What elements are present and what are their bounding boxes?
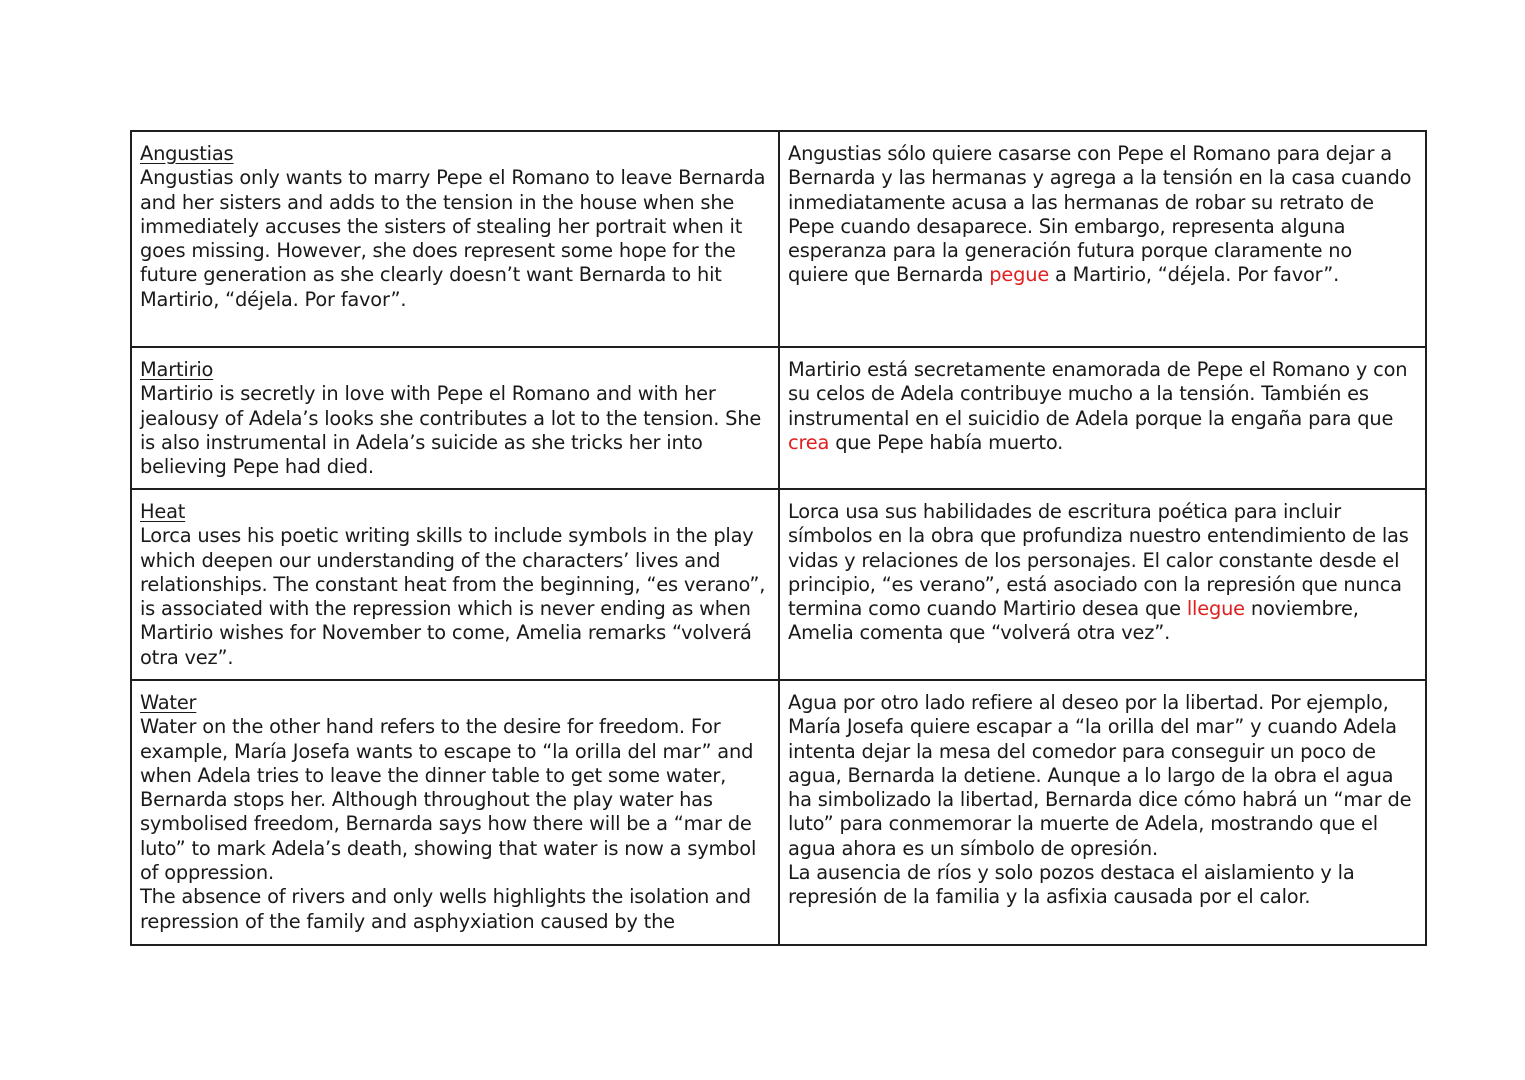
spanish-text: Martirio está secretamente enamorada de Pepe el Romano y con su celos de Adela contribuye mucho a la tensión. También es instrumental en el suicidio de Adela porque la engaña para que (788, 358, 1408, 430)
row-heading: Heat (140, 500, 186, 523)
spanish-cell (779, 680, 1426, 945)
english-cell (131, 489, 779, 680)
spanish-text: Agua por otro lado refiere al deseo por la libertad. Por ejemplo, María Josefa quiere escapar a “la orilla del mar” y cuando Adela intenta dejar la mesa del comedor para conseguir un poco de agua, Bernarda la detiene. Aunque a lo largo de la obra el agua ha simbolizado la libertad, Bernarda dice cómo habrá un “mar de luto” para conmemorar la muerte de Adela, mostrando que el agua ahora es un símbolo de opresión. (788, 691, 1412, 860)
spanish-cell (779, 131, 1426, 347)
spanish-text: que Pepe había muerto. (829, 430, 1064, 454)
spanish-text: a Martirio, “déjela. Por favor”. (1049, 263, 1340, 287)
english-cell (131, 680, 779, 945)
table-row (131, 680, 1426, 945)
english-text: Angustias only wants to marry Pepe el Romano to leave Bernarda and her sisters and adds to the tension in the house when she immediately accuses the sisters of stealing her portrait when it goes missing. However, she does represent some hope for the future generation as she clearly doesn’t want Bernarda to hit Martirio, “déjela. Por favor”. (140, 166, 766, 311)
highlighted-word: pegue (989, 263, 1050, 287)
spanish-text: Angustias sólo quiere casarse con Pepe el Romano para dejar a Bernarda y las hermanas y agrega a la tensión en la casa cuando inmediatamente acusa a las hermanas de robar su retrato de Pepe cuando desaparece. Sin embargo, representa alguna esperanza para la generación futura porque claramente no quiere que Bernarda (788, 142, 1412, 287)
highlighted-word: crea (788, 430, 830, 454)
english-cell (131, 131, 779, 347)
row-heading: Angustias (140, 142, 234, 165)
table-row (131, 489, 1426, 680)
spanish-cell (779, 489, 1426, 680)
english-text: Water on the other hand refers to the desire for freedom. For example, María Josefa wants to escape to “la orilla del mar” and when Adela tries to leave the dinner table to get some water, Bernarda stops her. Although throughout the play water has symbolised freedom, Bernarda says how there will be a “mar de luto” to mark Adela’s death, showing that water is now a symbol of oppression. (140, 715, 757, 885)
english-cell (131, 347, 779, 489)
row-heading: Water (140, 691, 197, 714)
english-text: Martirio is secretly in love with Pepe el Romano and with her jealousy of Adela’s looks she contributes a lot to the tension. She is also instrumental in Adela’s suicide as she tricks her into believing Pepe had died. (140, 382, 762, 479)
notes-table (130, 130, 1427, 946)
spanish-text: Lorca usa sus habilidades de escritura poética para incluir símbolos en la obra que profundiza nuestro entendimiento de las vidas y relaciones de los personajes. El calor constante desde el principio, “es verano”, está asociado con la represión que nunca termina como cuando Martirio desea que (788, 500, 1409, 621)
english-text-extra: The absence of rivers and only wells highlights the isolation and repression of the family and asphyxiation caused by the (140, 885, 751, 933)
highlighted-word: llegue (1186, 597, 1245, 621)
table-row (131, 347, 1426, 489)
english-text: Lorca uses his poetic writing skills to include symbols in the play which deepen our understanding of the characters’ lives and relationships. The constant heat from the beginning, “es verano”, is associated with the repression which is never ending as when Martirio wishes for November to come, Amelia remarks “volverá otra vez”. (140, 524, 766, 669)
spanish-cell (779, 347, 1426, 489)
row-heading: Martirio (140, 358, 214, 381)
spanish-text: noviembre, Amelia comenta que “volverá otra vez”. (788, 597, 1359, 645)
spanish-text-extra: La ausencia de ríos y solo pozos destaca el aislamiento y la represión de la familia y la asfixia causada por el calor. (788, 861, 1355, 909)
table-row (131, 131, 1426, 347)
